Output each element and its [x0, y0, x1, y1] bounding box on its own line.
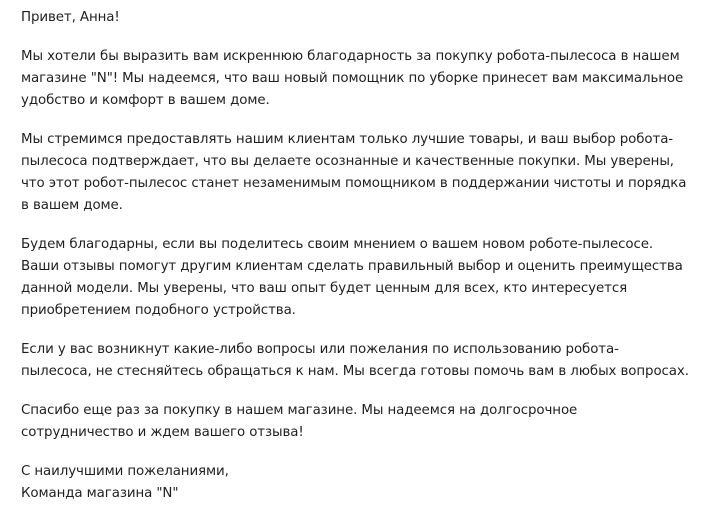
paragraph-line: Будем благодарны, если вы поделитесь своим мнением о вашем новом роботе-пылесосе. [21, 237, 654, 252]
paragraph-line: пылесоса подтверждает, что вы делаете осознанные и качественные покупки. Мы уверены, [21, 154, 674, 169]
greeting-line: Привет, Анна! [21, 10, 120, 25]
paragraph-line: пылесоса, не стесняйтесь обращаться к нам. Мы всегда готовы помочь вам в любых вопросах. [21, 364, 689, 379]
paragraph-line: данной модели. Мы уверены, что ваш опыт будет ценным для всех, кто интересуется [21, 281, 628, 296]
paragraph-line: что этот робот-пылесос станет незаменимым помощником в поддержании чистоты и порядка [21, 176, 687, 191]
paragraph-feedback [21, 234, 683, 322]
paragraph-line: Ваши отзывы помогут другим клиентам сделать правильный выбор и оценить преимущества [21, 259, 683, 274]
paragraph-line: удобство и комфорт в вашем доме. [21, 93, 270, 108]
paragraph-line: приобретением подобного устройства. [21, 303, 296, 318]
paragraph-line: в вашем доме. [21, 198, 123, 213]
paragraph-line: Спасибо еще раз за покупку в нашем магазине. Мы надеемся на долгосрочное [21, 403, 578, 418]
paragraph-line: Мы хотели бы выразить вам искреннюю благодарность за покупку робота-пылесоса в нашем [21, 49, 680, 64]
paragraph-thanks [21, 400, 621, 444]
paragraph-support [21, 339, 689, 383]
signature [21, 461, 621, 505]
signature-line: Команда магазина "N" [21, 486, 179, 501]
paragraph-line: магазине "N"! Мы надеемся, что ваш новый помощник по уборке принесет вам максимальное [21, 71, 684, 86]
paragraph-line: Если у вас возникнут какие-либо вопросы или пожелания по использованию робота- [21, 342, 619, 357]
letter-body [21, 7, 689, 505]
signature-line: С наилучшими пожеланиями, [21, 464, 229, 479]
paragraph-gratitude [21, 46, 684, 112]
paragraph-line: Мы стремимся предоставлять нашим клиентам только лучшие товары, и ваш выбор робота- [21, 132, 674, 147]
paragraph-quality [21, 129, 687, 217]
paragraph-line: сотрудничество и ждем вашего отзыва! [21, 425, 304, 440]
greeting [21, 7, 621, 29]
